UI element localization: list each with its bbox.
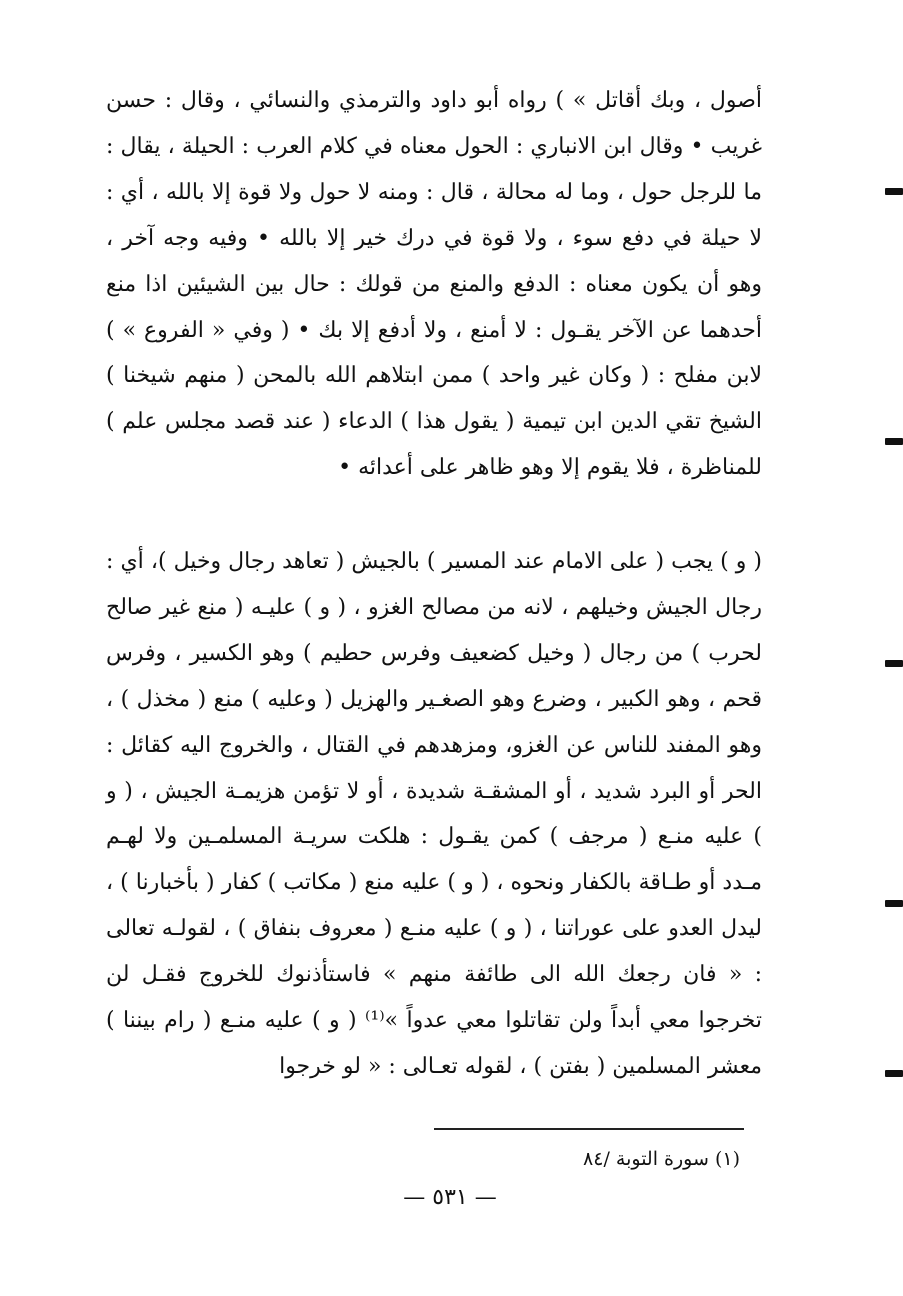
paragraph-1: أصول ، وبك أقاتل » ) رواه أبو داود والترمذي والنسائي ، وقال : حسن غريب • وقال ابن الانباري : الحول معناه في كلام العرب : الحيلة ، يقال : ما للرجل حول ، وما له محالة ، قال : ومنه لا حول ولا قوة إلا بالله ، أي : لا حيلة في دفع سوء ، ولا قوة في درك خير إلا بالله • وفيه وجه آخر ، وهو أن يكون معناه : الدفع والمنع من قولك : حال بين الشيئين اذا منع أحدهما عن الآخر يقـول : لا أمنع ، ولا أدفع إلا بك • ( وفي « الفروع » ) لابن مفلح : ( وكان غير واحد ) ممن ابتلاهم الله بالمحن ( منهم شيخنا ) الشيخ تقي الدين ابن تيمية ( يقول هذا ) الدعاء ( عند قصد مجلس علم ) للمناظرة ، فلا يقوم إلا وهو ظاهر على أعدائه •: [106, 88, 762, 481]
margin-mark-icon: [885, 660, 903, 667]
main-text-block-lower: [106, 539, 762, 1090]
margin-mark-icon: [885, 1070, 903, 1077]
margin-mark-icon: [885, 438, 903, 445]
footnote: (١) سورة التوبة /٨٤: [583, 1148, 740, 1170]
page-number: — ٥٣١ —: [403, 1185, 497, 1210]
paragraph-2: ( و ) يجب ( على الامام عند المسير ) بالجيش ( تعاهد رجال وخيل )، أي : رجال الجيش وخيلهم ، لانه من مصالح الغزو ، ( و ) عليـه ( منع غير صالح لحرب ) من رجال ( وخيل كضعيف وفرس حطيم ) وهو الكسير ، وفرس قحم ، وهو الكبير ، وضرع وهو الصغـير والهزيل ( وعليه ) منع ( مخذل ) ، وهو المفند للناس عن الغزو، ومزهدهم في القتال ، والخروج اليه كقائل : الحر أو البرد شديد ، أو المشقـة شديدة ، أو لا تؤمن هزيمـة الجيش ، ( و ) عليه منـع ( مرجف ) كمن يقـول : هلكت سريـة المسلمـين ولا لهـم مـدد أو طـاقة بالكفار ونحوه ، ( و ) عليه منع ( مكاتب ) كفار ( بأخبارنا ) ، ليدل العدو على عوراتنا ، ( و ) عليه منـع ( معروف بنفاق ) ، لقولـه تعالى : « فان رجعك الله الى طائفة منهم » فاستأذنوك للخروج فقـل لن تخرجوا معي أبداً ولن تقاتلوا معي عدواً »⁽¹⁾ ( و ) عليه منـع ( رام بيننا ) معشر المسلمين ( بفتن ) ، لقوله تعـالى : « لو خرجوا: [106, 549, 763, 1079]
main-text-block-upper: [106, 78, 762, 491]
footnote-divider: [434, 1128, 744, 1130]
margin-mark-icon: [885, 900, 903, 907]
margin-mark-icon: [885, 188, 903, 195]
